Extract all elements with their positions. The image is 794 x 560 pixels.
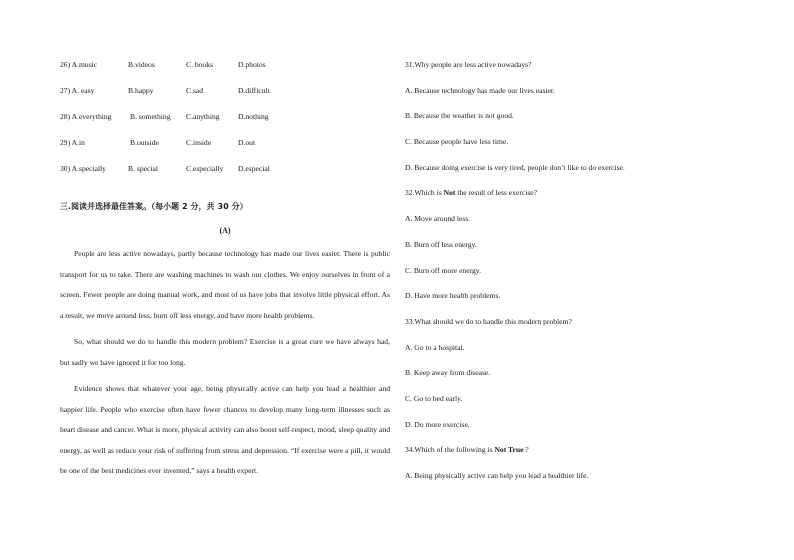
q32-option-b: B. Burn off less energy.	[405, 239, 477, 249]
q31-option-d: D. Because doing exercise is very tired, people don’t like to do exercise.	[405, 162, 625, 172]
option-b: B.outside	[130, 138, 159, 147]
emphasis-text: Not True	[494, 445, 524, 455]
option-b: B. special	[128, 164, 158, 173]
question-31: 31.Why people are less active nowadays?	[405, 60, 532, 69]
question-number: 26)	[60, 60, 71, 69]
passage-paragraph-2: So, what should we do to handle this modern problem? Exercise is a great cure we have always had, but sadly we have ignored it for too long.	[60, 337, 390, 367]
option-row-27	[60, 82, 390, 108]
q31-option-a: A. Because technology has made our lives easier.	[405, 85, 555, 95]
option-c: C.especially	[186, 164, 224, 173]
option-a: A.in	[71, 138, 85, 147]
question-text: the result of less exercise?	[455, 188, 538, 198]
option-c: C. books	[186, 60, 214, 69]
option-c: C.anything	[186, 112, 220, 121]
option-d: D.out	[238, 138, 256, 147]
option-a: A.everything	[71, 112, 112, 121]
option-b: B.videos	[128, 60, 155, 69]
question-text: 32.Which is	[405, 188, 444, 198]
option-row-28	[60, 108, 390, 134]
question-34	[405, 441, 765, 467]
option-b: B.happy	[128, 86, 154, 95]
section-title: 三.阅读并选择最佳答案。（每小题 2 分，共 30 分）	[60, 202, 248, 211]
cloze-options	[60, 56, 390, 186]
option-b: B. something	[130, 112, 171, 121]
passage-paragraph-1: People are less active nowadays, partly because technology has made our lives easier. There is public transport for us to take. There are washing machines to wash our clothes. We enjoy ourselves in front of a screen. Fewer people are doing manual work, and most of us have jobs that involve little physical effort. As a result, we move around less, burn off less energy, and have more health problems.	[60, 249, 390, 320]
q32-option-c: C. Burn off more energy.	[405, 265, 481, 275]
right-column	[405, 56, 765, 493]
q31-option-c: C. Because people have less time.	[405, 137, 509, 147]
option-c: C.inside	[186, 138, 212, 147]
option-a: A.specially	[71, 164, 106, 173]
q33-option-c: C. Go to bed early.	[405, 393, 463, 403]
option-row-29	[60, 134, 390, 160]
question-32	[405, 184, 765, 210]
option-d: D.photos	[238, 60, 266, 69]
option-c: C.sad	[186, 86, 204, 95]
question-33: 33.What should we do to handle this modern problem?	[405, 316, 572, 326]
question-text: 34.Which of the following is	[405, 445, 495, 455]
option-d: D.especial	[238, 164, 270, 173]
question-text: ?	[523, 445, 529, 455]
emphasis-text: Not	[443, 188, 456, 198]
q32-option-d: D. Have more health problems.	[405, 291, 501, 301]
question-number: 30)	[60, 164, 71, 173]
question-number: 27)	[60, 86, 71, 95]
q31-option-b: B. Because the weather is not good.	[405, 111, 514, 121]
q33-option-a: A. Go to a hospital.	[405, 342, 465, 352]
question-number: 28)	[60, 112, 71, 121]
option-row-30	[60, 160, 390, 186]
left-column	[60, 56, 390, 482]
option-d: D.difficult	[238, 86, 270, 95]
option-a: A. easy	[71, 86, 95, 95]
q34-option-a: A. Being physically active can help you lead a healthier life.	[405, 471, 589, 480]
option-a: A.music	[71, 60, 98, 69]
q33-option-b: B. Keep away from disease.	[405, 368, 491, 378]
passage-paragraph-3: Evidence shows that whatever your age, being physically active can help you lead a healthier and happier life. People who exercise often have fewer chances to develop many long-term illnesses such as heart disease and cancer. What is more, physical activity can also boost self-respect, mood, sleep quality and energy, as well as reduce your risk of suffering from stress and depression. “If exercise were a pill, it would be one of the best medicines ever invented,” says a health expert.	[60, 384, 390, 475]
question-number: 29)	[60, 138, 71, 147]
option-d: D.nothing	[238, 112, 269, 121]
q32-option-a: A. Move around less.	[405, 214, 471, 224]
option-row-26	[60, 56, 390, 82]
passage-label: (A)	[219, 226, 231, 235]
q33-option-d: D. Do more exercise.	[405, 419, 470, 429]
